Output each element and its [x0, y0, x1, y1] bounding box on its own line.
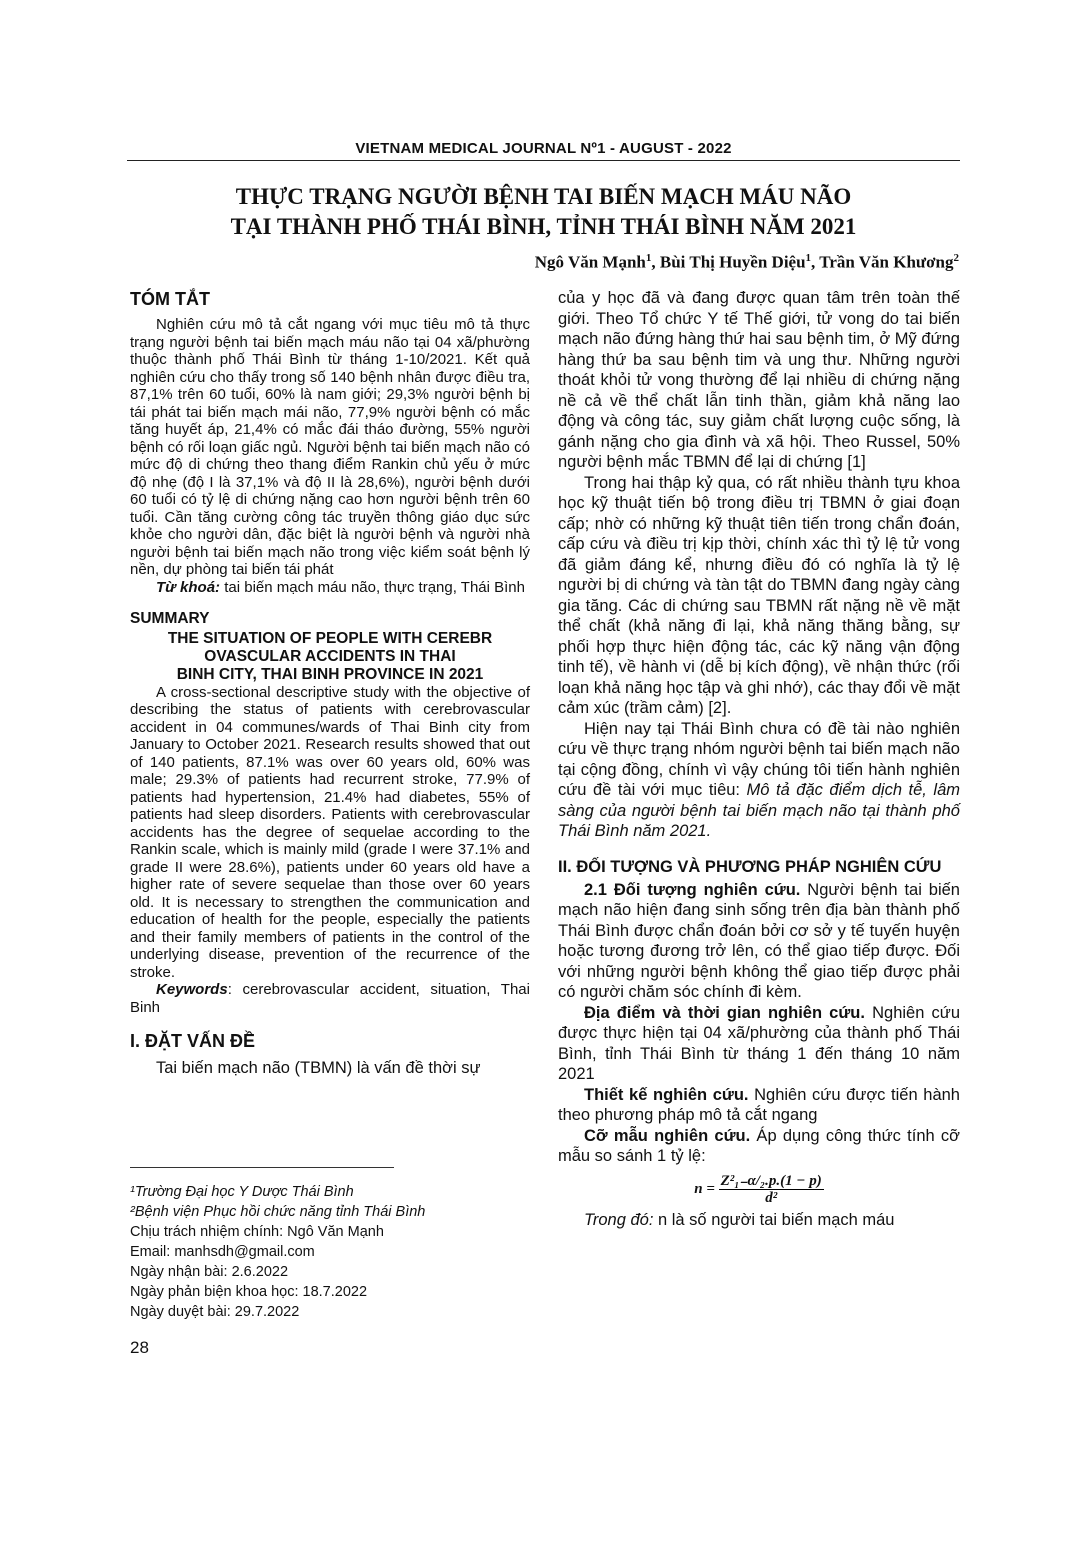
- design-text: Nghiên cứu được tiến hành theo phương pháp mô tả cắt ngang: [558, 1085, 960, 1124]
- sample-size-formula: [558, 1173, 960, 1206]
- abstract-keywords: [130, 579, 530, 597]
- page-number: 28: [130, 1338, 149, 1357]
- section-2-1: [558, 880, 960, 1003]
- formula-fraction: [719, 1173, 824, 1206]
- summary-keywords: [130, 981, 530, 1016]
- keywords-label: Từ khoá:: [156, 578, 221, 596]
- keywords-text: tai biến mạch máu não, thực trạng, Thái Bình: [220, 578, 525, 596]
- summary-keywords-label: Keywords: [156, 981, 228, 998]
- right-column: [558, 288, 960, 1230]
- summary-title-line-2: OVASCULAR ACCIDENTS IN THAI: [204, 647, 456, 665]
- author-1-affil: 1: [645, 252, 652, 264]
- author-2-affil: 1: [805, 252, 812, 264]
- section-1-heading: I. ĐẶT VẤN ĐỀ: [130, 1031, 256, 1051]
- footnote-rule: [130, 1167, 394, 1168]
- place-time: [558, 1003, 960, 1085]
- abstract-heading: TÓM TẮT: [130, 289, 210, 309]
- section-1-p3: [558, 719, 960, 842]
- footnote-reviewed: Ngày phản biện khoa học: 18.7.2022: [130, 1284, 368, 1300]
- summary-body: A cross-sectional descriptive study with the objective of describing the status of patients with cerebrovascular accident in 04 communes/wards of Thai Binh city from January to October 2021. Research results showed that out of 140 patients, 87.1% was over 60 years old, 60% was male; 29.3% of patients had recurrent stroke, 77.9% of patients had hypertension, 21.4% had diabetes, 55% of patients had sleep disorders. Patients with cerebrovascular accidents has the degree of sequelae according to the Rankin scale, which is mainly mild (grade I were 37.1% and grade II were 28.6%), patients under 60 years old have a higher rate of severe sequelae than those over 60 years old. It is necessary to strengthen the communication and education of health for the people, especially the patients and their family members of patients in the control of the underlying disease, prevention of the recurrence of the stroke.: [130, 683, 530, 981]
- section-2-heading: II. ĐỐI TƯỢNG VÀ PHƯƠNG PHÁP NGHIÊN CỨU: [558, 857, 942, 876]
- section-1-p1-cont: của y học đã và đang được quan tâm trên toàn thế giới. Theo Tổ chức Y tế Thế giới, tử vong do tai biến mạch não đứng hàng thứ hai sau bệnh tim, ở Mỹ đứng hàng thứ ba sau bệnh tim và ung thư. Những người thoát khỏi tử vong thường để lại nhiều di chứng nặng nề cả về thể chất lẫn tinh thần, giảm khả năng lao động và công tác, suy giảm chất lượng cuộc sống, là gánh nặng cho gia đình và xã hội. Theo Russel, 50% người bệnh mắc TBMN để lại di chứng [1]: [558, 289, 960, 471]
- section-1-p2: Trong hai thập kỷ qua, có rất nhiều thành tựu khoa học kỹ thuật tiến bộ trong điều trị TBMN ở giai đoạn cấp; nhờ có những kỹ thuật tiên tiến trong chẩn đoán, cấp cứu và điều trị kịp thời, chính xác thì tỷ lệ tử vong đã giảm đáng kể, nhưng điều đó có nghĩa là tỷ lệ người bị di chứng và tàn tật do TBMN đang ngày càng gia tăng. Các di chứng sau TBMN rất nặng nề về mặt thể chất (khả năng đi lại, khả năng thăng bằng, sự phối hợp thực hiện động tác, các kỹ năng vận động tinh tế), về hành vi (dễ bị kích động), về nhận thức (rối loạn khả năng học tập và ghi nhớ), các thay đổi về mặt cảm xúc (trầm cảm) [2].: [558, 473, 960, 717]
- where-label: Trong đó:: [584, 1210, 654, 1229]
- formula-lhs: n =: [694, 1180, 715, 1197]
- where-line: [558, 1210, 960, 1231]
- paper-title: [127, 182, 960, 242]
- summary-title-line-3: BINH CITY, THAI BINH PROVINCE IN 2021: [176, 665, 484, 683]
- section-1-p3-text: Hiện nay tại Thái Bình chưa có đề tài nào nghiên cứu về thực trạng nhóm người bệnh tai biến mạch não tại cộng đồng, chính vì vậy chúng tôi tiến hành nghiên cứu đề tài với mục tiêu:: [558, 719, 960, 799]
- header-rule: [127, 160, 960, 161]
- author-1: Ngô Văn Mạnh: [534, 252, 646, 272]
- sample-size-text: Áp dụng công thức tính cỡ mẫu so sánh 1 tỷ lệ:: [558, 1126, 960, 1165]
- footnote-corresponding: Chịu trách nhiệm chính: Ngô Văn Mạnh: [130, 1224, 384, 1240]
- summary-heading: SUMMARY: [130, 610, 210, 627]
- formula-numerator: Z²₁₋α/₂.p.(1 − p): [720, 1172, 822, 1189]
- footnote-received: Ngày nhận bài: 2.6.2022: [130, 1264, 289, 1280]
- summary-title: [130, 630, 530, 684]
- footnote-affil-2: ²Bệnh viện Phục hồi chức năng tỉnh Thái Bình: [130, 1204, 426, 1220]
- place-time-text: Nghiên cứu được thực hiện tại 04 xã/phường của thành phố Thái Bình, tỉnh Thái Bình từ tháng 1 đến tháng 10 năm 2021: [558, 1003, 960, 1083]
- title-line-1: THỰC TRẠNG NGƯỜI BỆNH TAI BIẾN MẠCH MÁU NÃO: [235, 184, 852, 209]
- where-text: n là số người tai biến mạch máu: [653, 1210, 895, 1229]
- summary-title-line-1: THE SITUATION OF PEOPLE WITH CEREBR: [167, 629, 493, 647]
- left-column: [130, 288, 530, 1078]
- author-3: Trần Văn Khương: [819, 252, 954, 272]
- sample-size: [558, 1126, 960, 1167]
- author-3-affil: 2: [953, 252, 959, 264]
- author-2: Bùi Thị Huyền Diệu: [659, 252, 806, 272]
- summary-keywords-text: : cerebrovascular accident, situation, Thai Binh: [130, 981, 530, 1016]
- title-line-2: TẠI THÀNH PHỐ THÁI BÌNH, TỈNH THÁI BÌNH NĂM 2021: [230, 214, 857, 239]
- abstract-body: Nghiên cứu mô tả cắt ngang với mục tiêu mô tả thực trạng người bệnh tai biến mạch máu não tại 04 xã/phường thuộc thành phố Thái Bình từ tháng 1-10/2021. Kết quả nghiên cứu cho thấy trong số 140 bệnh nhân được điều tra, 87,1% trên 60 tuổi, 60% là nam giới; 29,3% người bệnh bị tái phát tai biến mạch mái não, 77,9% người bệnh có mắc tăng huyết áp, 21,4% có mắc đái tháo đường, 55% người bệnh có rối loạn giấc ngủ. Người bệnh tai biến mạch não có mức độ di chứng theo thang điểm Rankin chủ yếu ở mức độ nhẹ (độ I là 37,1% và độ II là 28,6%), người bệnh dưới 60 tuổi có tỷ lệ di chứng nặng cao hơn người bệnh trên 60 tuổi. Cần tăng cường công tác truyền thông giáo dục sức khỏe cho người dân, đặc biệt là người bệnh và người nhà người bệnh tai biến mạch não trong việc kiểm soát bệnh lý nền, dự phòng tai biến tái phát: [130, 316, 530, 578]
- footnote-email: Email: manhsdh@gmail.com: [130, 1244, 315, 1260]
- section-1-p1-start: Tai biến mạch não (TBMN) là vấn đề thời sự: [156, 1059, 481, 1077]
- sample-size-label: Cỡ mẫu nghiên cứu.: [584, 1126, 751, 1145]
- section-2-1-label: 2.1 Đối tượng nghiên cứu.: [584, 880, 801, 899]
- footnote-affil-1: ¹Trường Đại học Y Dược Thái Bình: [130, 1184, 354, 1200]
- design-label: Thiết kế nghiên cứu.: [584, 1085, 749, 1104]
- journal-header: VIETNAM MEDICAL JOURNAL Nº1 - AUGUST - 2022: [355, 140, 732, 157]
- authors: Ngô Văn Mạnh$^1$, Bùi Thị Huyền Diệu$^1$, Trần Văn Khương$^2$: [534, 252, 959, 272]
- footnote-accepted: Ngày duyệt bài: 29.7.2022: [130, 1304, 300, 1320]
- design: [558, 1085, 960, 1126]
- formula-denominator: d²: [765, 1189, 778, 1206]
- section-2-1-text: Người bệnh tai biến mạch não hiện đang sinh sống trên địa bàn thành phố Thái Bình được chẩn đoán bởi cơ sở y tế tuyến huyện hoặc tương đương trở lên, có thể giao tiếp được. Đối với những người bệnh không thể giao tiếp được phải có người chăm sóc chính đi kèm.: [558, 880, 960, 1001]
- place-time-label: Địa điểm và thời gian nghiên cứu.: [584, 1003, 865, 1022]
- footnotes: [130, 1182, 530, 1322]
- section-1-objective: Mô tả đặc điểm dịch tễ, lâm sàng của người bệnh tai biến mạch não tại thành phố Thái Bình năm 2021.: [558, 781, 960, 840]
